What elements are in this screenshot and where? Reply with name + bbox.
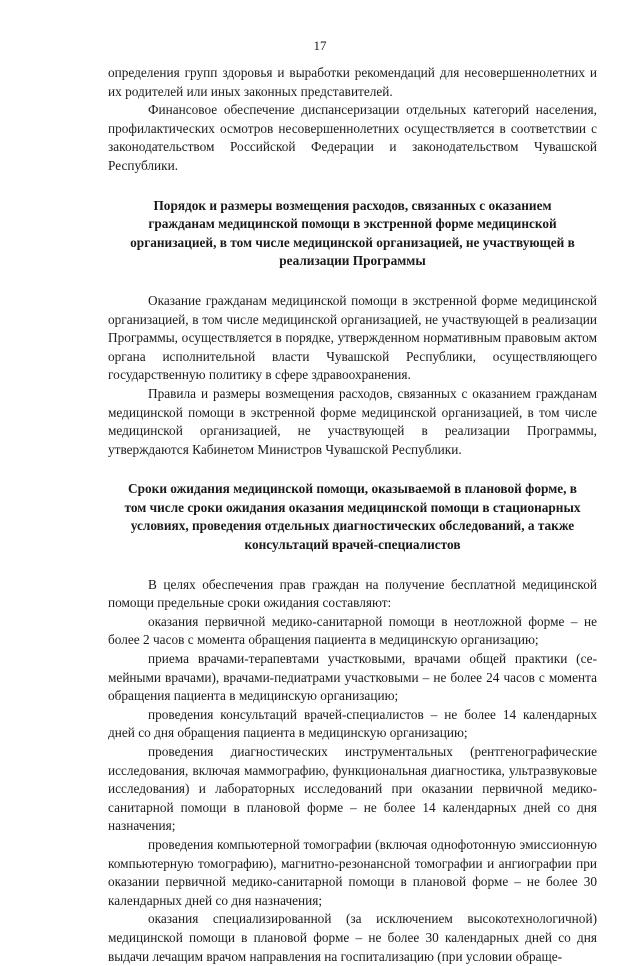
paragraph: определения групп здоровья и выработки рекомендаций для несовершеннолетних и их родителей или иных законных представителей.: [108, 65, 597, 99]
paragraph: В целях обеспечения прав граждан на получение бесплатной медицинской помощи предельные сроки ожидания составляют:: [108, 576, 597, 611]
paragraph: Правила и размеры возмещения расходов, связанных с оказанием гражданам медицинской помощи в экстренной форме медицинской организацией, в том числе медицинской организацией, не участвующей в реализации Программы, утверждаются Кабинетом Министров Чувашской Республики.: [108, 385, 597, 457]
paragraph: Оказание гражданам медицинской помощи в экстренной форме медицинской организацией, в том числе медицинской организацией, не участвующей в реализации Программы, осуществляется в порядке, утвержденном нормативным правовым актом органа исполнительной власти Чувашской Республики, осуществляющего государственную политику в сфере здравоохранения.: [108, 292, 597, 383]
list-item: оказания первичной медико-санитарной помощи в неотложной форме – не более 2 часов с момента обращения пациента в медицинскую организацию;: [108, 613, 597, 648]
list-item: оказания специализированной (за исключением высокотехнологичной) медицинской помощи в плановой форме – не более 30 календарных дней со дня выдачи лечащим врачом направления на госпитализацию (при условии обраще-: [108, 911, 597, 964]
section-heading-compensation: Порядок и размеры возмещения расходов, связанных с оказанием гражданам медицинской помощи в экстренной форме медицинской организацией, в том числе медицинской организацией, не участвующей в реализации Программы: [130, 197, 575, 269]
page-content: [108, 64, 597, 966]
section-heading-waiting-times: Сроки ожидания медицинской помощи, оказываемой в плановой форме, в том числе сроки ожидания оказания медицинской помощи в стационарных условиях, проведения отдельных диагностических обследований, а также консультаций врачей-специалистов: [124, 481, 581, 553]
paragraph: Финансовое обеспечение диспансеризации отдельных категорий населения, профилактических осмотров несовершеннолетних осуществляется в соответствии с законодательством Российской Федерации и законодательством Чувашской Республики.: [108, 102, 597, 173]
list-item: проведения компьютерной томографии (включая однофотонную эмиссионную компьютерную томографию), магнитно-резонансной томографии и ангиографии при оказании первичной медико-санитарной помощи в плановой форме – не более 30 календарных дней со дня назначения;: [108, 836, 597, 908]
spacer: [108, 271, 597, 292]
spacer: [108, 459, 597, 480]
list-item: проведения диагностических инструментальных (рентгенографические исследования, включая маммографию, функциональная диагностика, ультразвуковые исследования) и лабораторных исследований при оказании первичной медико-санитарной помощи в плановой форме – не более 14 календарных дней со дня назначения;: [108, 744, 597, 834]
spacer: [108, 176, 597, 197]
list-item: проведения консультаций врачей-специалистов – не более 14 календарных дней со дня обращения пациента в медицинскую организацию;: [108, 706, 597, 741]
page-number: 17: [313, 38, 327, 53]
list-item: приема врачами-терапевтами участковыми, врачами общей практики (семейными врачами), врачами-педиатрами участковыми – не более 24 часов с момента обращения пациента в медицинскую организацию;: [108, 651, 597, 704]
spacer: [108, 555, 597, 576]
